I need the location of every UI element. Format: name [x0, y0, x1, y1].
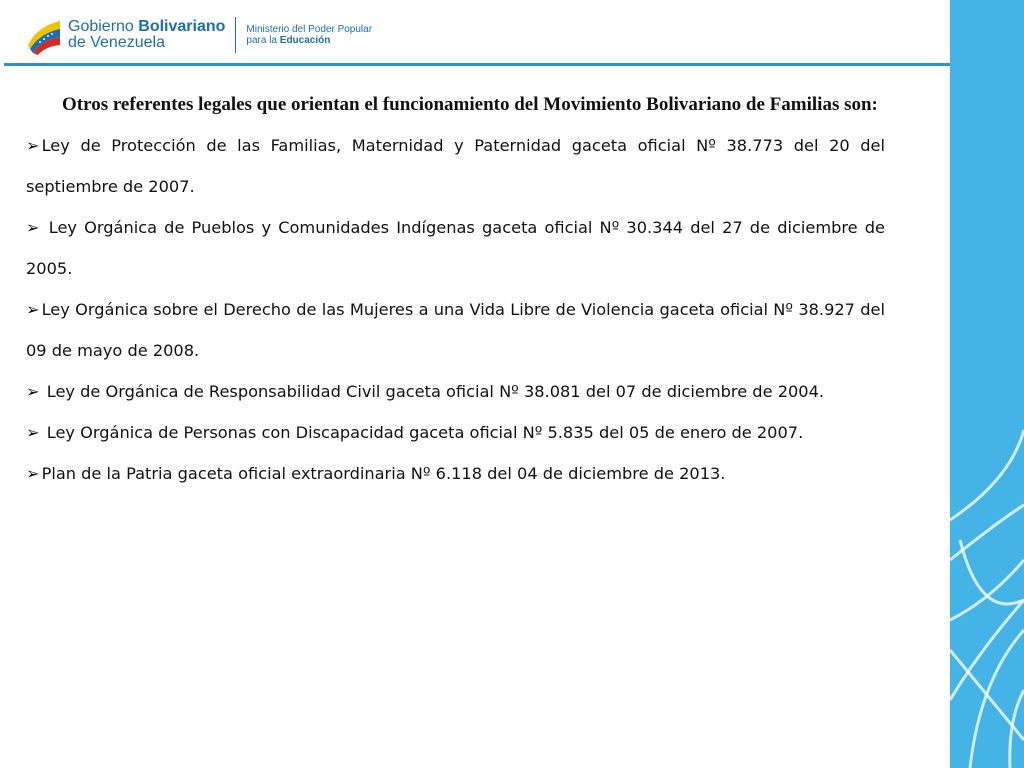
government-name-line2: de Venezuela [68, 34, 165, 51]
header-logo [24, 12, 372, 58]
government-name [68, 19, 225, 51]
main-content [26, 84, 885, 494]
ministry-name-prefix: para la [246, 35, 277, 46]
logo-divider [235, 17, 236, 53]
ministry-name-line1: Ministerio del Poder Popular [246, 23, 373, 35]
government-name-strong: Bolivariano [138, 18, 226, 35]
arrow-bullet-icon: ➢ [26, 464, 40, 483]
ministry-name-strong: Educación [279, 35, 331, 46]
ministry-name-line2 [246, 35, 372, 47]
arrow-bullet-icon: ➢ [26, 423, 40, 442]
arrow-bullet-icon: ➢ [26, 136, 40, 155]
arrow-bullet-icon: ➢ [26, 218, 40, 237]
list-item [26, 125, 885, 207]
list-item [26, 412, 885, 453]
side-decorative-panel [950, 0, 1024, 768]
list-item [26, 371, 885, 412]
list-item [26, 289, 885, 371]
venezuela-flag-logo-icon [24, 15, 64, 55]
arrow-bullet-icon: ➢ [26, 300, 40, 319]
government-name-prefix: Gobierno [68, 18, 134, 35]
list-item-text: Ley Orgánica sobre el Derecho de las Mujeres a una Vida Libre de Violencia gaceta oficial Nº 38.927 del 09 de mayo de 2008. [26, 300, 885, 360]
list-item-text: Ley de Protección de las Familias, Maternidad y Paternidad gaceta oficial Nº 38.773 del 20 del septiembre de 2007. [26, 136, 885, 196]
list-item-text: Ley de Orgánica de Responsabilidad Civil gaceta oficial Nº 38.081 del 07 de diciembre de 2004. [41, 382, 825, 401]
list-item-text: Ley Orgánica de Personas con Discapacidad gaceta oficial Nº 5.835 del 05 de enero de 2007. [41, 423, 804, 442]
header-rule [4, 63, 950, 66]
section-heading: Otros referentes legales que orientan el funcionamiento del Movimiento Bolivariano de Familias son: [62, 94, 878, 115]
list-item [26, 207, 885, 289]
decorative-arcs-icon [950, 0, 1024, 768]
ministry-name [246, 24, 372, 47]
arrow-bullet-icon: ➢ [26, 382, 40, 401]
list-item-text: Ley Orgánica de Pueblos y Comunidades Indígenas gaceta oficial Nº 30.344 del 27 de diciembre de 2005. [26, 218, 885, 278]
government-name-line1 [68, 19, 225, 35]
list-item-text: Plan de la Patria gaceta oficial extraordinaria Nº 6.118 del 04 de diciembre de 2013. [41, 464, 726, 483]
list-item [26, 453, 885, 494]
